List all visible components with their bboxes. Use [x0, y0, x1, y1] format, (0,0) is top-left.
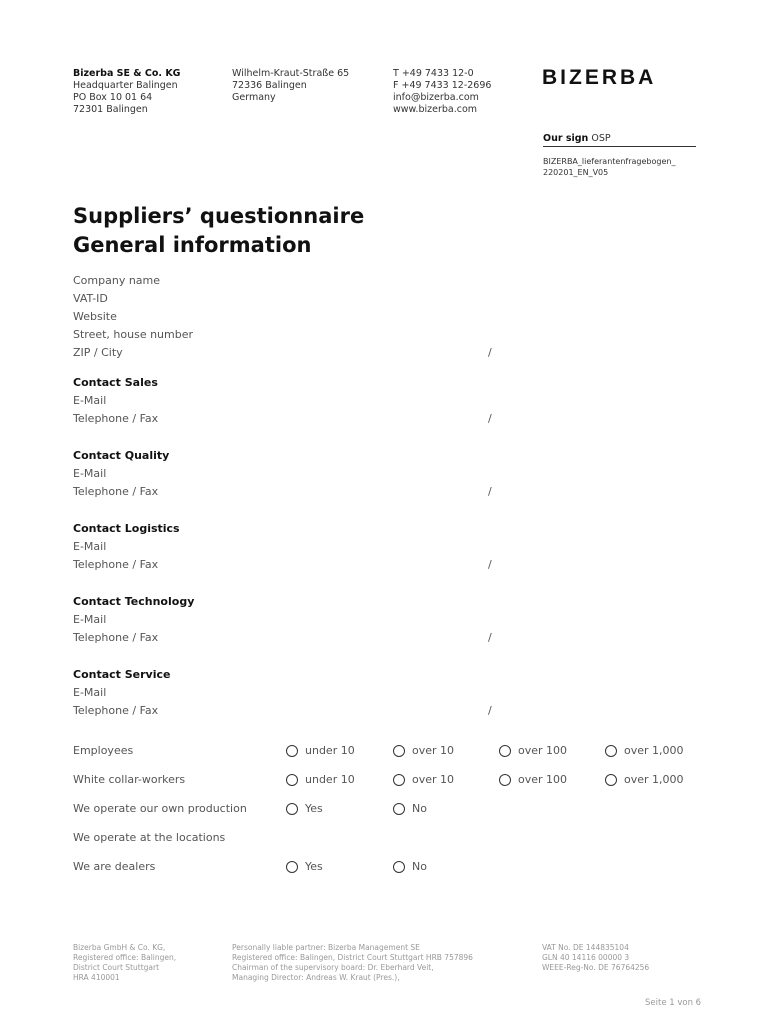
company-name-field[interactable]: Company name — [73, 274, 161, 287]
footer-company — [73, 943, 176, 983]
radio-circle-icon[interactable] — [605, 774, 617, 786]
title-line-2: General information — [73, 233, 312, 257]
company-line: 72301 Balingen — [73, 104, 148, 115]
contact-logistics-phone[interactable]: Telephone / Fax — [73, 558, 159, 571]
our-sign — [543, 133, 696, 147]
dealers-label: We are dealers — [73, 860, 156, 873]
option-label: Yes — [305, 860, 323, 873]
phone-fax-separator: / — [488, 485, 492, 498]
street-address — [232, 68, 349, 104]
footer-line: District Court Stuttgart — [73, 963, 160, 972]
employees-over-1000-radio[interactable] — [605, 744, 684, 757]
footer-line: GLN 40 14116 00000 3 — [542, 953, 630, 962]
option-label: under 10 — [305, 773, 355, 786]
radio-circle-icon[interactable] — [393, 774, 405, 786]
title-line-1: Suppliers’ questionnaire — [73, 204, 365, 228]
phone-fax-separator: / — [488, 631, 492, 644]
white-collar-label: White collar-workers — [73, 773, 186, 786]
footer-line: Registered office: Balingen, District Court Stuttgart HRB 757896 — [232, 953, 473, 962]
email: info@bizerba.com — [393, 92, 479, 103]
employees-label: Employees — [73, 744, 134, 757]
option-label: No — [412, 802, 427, 815]
phone: T +49 7433 12-0 — [393, 68, 474, 79]
contact-technology-heading: Contact Technology — [73, 595, 195, 608]
radio-circle-icon[interactable] — [499, 774, 511, 786]
option-label: over 100 — [518, 744, 568, 757]
radio-circle-icon[interactable] — [286, 803, 298, 815]
page-number: Seite 1 von 6 — [645, 998, 702, 1008]
address-line: Wilhelm-Kraut-Straße 65 — [232, 68, 350, 79]
option-label: over 10 — [412, 773, 455, 786]
radio-circle-icon[interactable] — [605, 745, 617, 757]
document-reference — [543, 156, 675, 178]
footer-line: Personally liable partner: Bizerba Management SE — [232, 943, 420, 952]
option-label: over 10 — [412, 744, 455, 757]
fax: F +49 7433 12-2696 — [393, 80, 492, 91]
locations-field[interactable]: We operate at the locations — [73, 831, 226, 844]
employees-over-10-radio[interactable] — [393, 744, 454, 757]
company-name: Bizerba SE & Co. KG — [73, 68, 181, 79]
footer-line: Bizerba GmbH & Co. KG, — [73, 943, 166, 952]
radio-circle-icon[interactable] — [499, 745, 511, 757]
dealers-no-radio[interactable] — [393, 860, 427, 873]
contact-logistics-email[interactable]: E-Mail — [73, 540, 107, 553]
white-collar-under-10-radio[interactable] — [286, 773, 355, 786]
footer-line: Managing Director: Andreas W. Kraut (Pres.), — [232, 973, 400, 982]
option-label: under 10 — [305, 744, 355, 757]
zip-city-separator: / — [488, 346, 492, 359]
option-label: No — [412, 860, 427, 873]
radio-circle-icon[interactable] — [286, 861, 298, 873]
footer-management — [232, 943, 473, 983]
contact-technology-email[interactable]: E-Mail — [73, 613, 107, 626]
white-collar-over-10-radio[interactable] — [393, 773, 454, 786]
contact-service-phone[interactable]: Telephone / Fax — [73, 704, 159, 717]
street-field[interactable]: Street, house number — [73, 328, 194, 341]
reference-line: BIZERBA_lieferantenfragebogen_ — [543, 157, 676, 166]
option-label: over 1,000 — [624, 773, 684, 786]
zip-city-field[interactable]: ZIP / City — [73, 346, 123, 359]
vat-id-field[interactable]: VAT-ID — [73, 292, 108, 305]
footer-line: VAT No. DE 144835104 — [542, 943, 629, 952]
radio-circle-icon[interactable] — [393, 803, 405, 815]
phone-fax-separator: / — [488, 558, 492, 571]
footer-line: HRA 410001 — [73, 973, 120, 982]
dealers-yes-radio[interactable] — [286, 860, 323, 873]
own-production-yes-radio[interactable] — [286, 802, 323, 815]
employees-under-10-radio[interactable] — [286, 744, 355, 757]
phone-fax-separator: / — [488, 704, 492, 717]
website: www.bizerba.com — [393, 104, 478, 115]
contact-quality-phone[interactable]: Telephone / Fax — [73, 485, 159, 498]
page-title — [73, 202, 364, 260]
contact-quality-email[interactable]: E-Mail — [73, 467, 107, 480]
own-production-no-radio[interactable] — [393, 802, 427, 815]
footer-line: Chairman of the supervisory board: Dr. Eberhard Veit, — [232, 963, 434, 972]
radio-circle-icon[interactable] — [286, 774, 298, 786]
contact-service-email[interactable]: E-Mail — [73, 686, 107, 699]
phone-fax-separator: / — [488, 412, 492, 425]
contact-info — [393, 68, 491, 116]
contact-technology-phone[interactable]: Telephone / Fax — [73, 631, 159, 644]
white-collar-over-100-radio[interactable] — [499, 773, 567, 786]
our-sign-value: OSP — [591, 133, 611, 144]
address-line: 72336 Balingen — [232, 80, 307, 91]
reference-line: 220201_EN_V05 — [543, 168, 609, 177]
option-label: Yes — [305, 802, 323, 815]
contact-quality-heading: Contact Quality — [73, 449, 170, 462]
company-line: PO Box 10 01 64 — [73, 92, 153, 103]
own-production-label: We operate our own production — [73, 802, 247, 815]
contact-sales-email[interactable]: E-Mail — [73, 394, 107, 407]
radio-circle-icon[interactable] — [393, 745, 405, 757]
bizerba-logo: BIZERBA — [542, 66, 657, 89]
option-label: over 100 — [518, 773, 568, 786]
contact-service-heading: Contact Service — [73, 668, 171, 681]
contact-logistics-heading: Contact Logistics — [73, 522, 180, 535]
contact-sales-phone[interactable]: Telephone / Fax — [73, 412, 159, 425]
company-address — [73, 68, 180, 116]
radio-circle-icon[interactable] — [286, 745, 298, 757]
employees-over-100-radio[interactable] — [499, 744, 567, 757]
our-sign-label: Our sign — [543, 133, 589, 144]
contact-sales-heading: Contact Sales — [73, 376, 158, 389]
website-field[interactable]: Website — [73, 310, 117, 323]
radio-circle-icon[interactable] — [393, 861, 405, 873]
footer-line: WEEE-Reg-No. DE 76764256 — [542, 963, 650, 972]
footer-line: Registered office: Balingen, — [73, 953, 177, 962]
footer-registration — [542, 943, 649, 973]
option-label: over 1,000 — [624, 744, 684, 757]
address-line: Germany — [232, 92, 276, 103]
white-collar-over-1000-radio[interactable] — [605, 773, 684, 786]
company-line: Headquarter Balingen — [73, 80, 178, 91]
